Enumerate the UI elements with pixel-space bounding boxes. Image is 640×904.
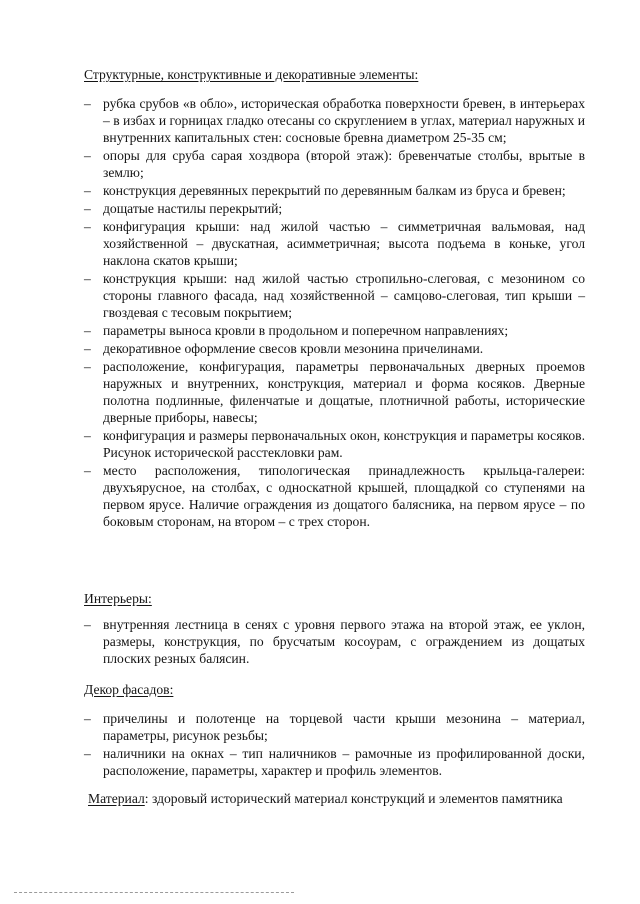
material-text: : здоровый исторический материал конструкций и элементов памятника [144,791,563,806]
bullet-dash: – [84,201,91,216]
bullet-dash: – [84,341,91,356]
heading-colon: : [169,682,174,697]
list-item [0,710,640,744]
bullet-dash: – [84,359,91,374]
list-item-text: причелины и полотенце на торцевой части крыши мезонина – материал, параметры, рисунок резьбы; [103,711,585,743]
section-heading-interiors [84,590,152,607]
list-item-text: внутренняя лестница в сенях с уровня первого этажа на второй этаж, ее уклон, размеры, конструкция, по брусчатым косоурам, с ограждением из дощатых плоских резных балясин. [103,617,585,666]
list-item [0,270,640,321]
bullet-dash: – [84,323,91,338]
list-item-text: дощатые настилы перекрытий; [103,201,283,216]
list-item [0,462,640,530]
bullet-dash: – [84,463,91,478]
facade-decor-list [0,710,640,780]
bullet-dash: – [84,428,91,443]
list-item [0,340,640,357]
list-item [0,200,640,217]
section-heading-interiors-text: Интерьеры [84,591,149,606]
structural-elements-list [0,95,640,531]
list-item-text: место расположения, типологическая принадлежность крыльца-галереи: двухъярусное, на столбах, с односкатной крышей, площадкой со ступенями на первом ярусе. Наличие ограждения из дощатого балясника, на первом ярусе – по боковым сторонам, на втором – с трех сторон. [103,463,585,529]
section-heading-facade-decor-text: Декор фасадов [84,682,170,697]
list-item-text: конструкция крыши: над жилой частью стропильно-слеговая, с мезонином со стороны главного фасада, над хозяйственной – самцово-слеговая, тип крыши – гвоздевая с тесовым покрытием; [103,271,585,320]
bullet-dash: – [84,617,91,632]
section-heading-structural-text: Структурные, конструктивные и декоративные элементы [84,67,415,82]
heading-colon: : [414,67,419,82]
material-label: Материал [88,791,145,806]
section-heading-structural [84,66,418,83]
list-item-text: декоративное оформление свесов кровли мезонина причелинами. [103,341,484,356]
list-item [0,616,640,667]
list-item-text: конструкция деревянных перекрытий по деревянным балкам из бруса и бревен; [103,183,566,198]
list-item [0,358,640,426]
list-item-text: параметры выноса кровли в продольном и поперечном направлениях; [103,323,509,338]
list-item [0,182,640,199]
section-heading-facade-decor [84,681,173,698]
list-item-text: рубка срубов «в обло», историческая обработка поверхности бревен, в интерьерах – в избах и горницах гладко отесаны со скруглением в углах, материал наружных и внутренних капитальных стен: сосновые бревна диаметром 25-35 см; [103,96,585,145]
list-item [0,147,640,181]
bullet-dash: – [84,271,91,286]
bullet-dash: – [84,746,91,761]
bullet-dash: – [84,711,91,726]
interiors-list [0,616,640,668]
list-item [0,322,640,339]
list-item [0,95,640,146]
footer-divider [14,892,294,894]
bullet-dash: – [84,183,91,198]
bullet-dash: – [84,96,91,111]
list-item-text: опоры для сруба сарая хоздвора (второй этаж): бревенчатые столбы, врытые в землю; [103,148,585,180]
bullet-dash: – [84,219,91,234]
list-item-text: расположение, конфигурация, параметры первоначальных дверных проемов наружных и внутренних, конструкция, материал и форма косяков. Дверные полотна подлинные, филенчатые и дощатые, плотничной работы, исторические дверные приборы, навесы; [103,359,585,425]
list-item [0,218,640,269]
list-item-text: наличники на окнах – тип наличников – рамочные из профилированной доски, расположение, параметры, характер и профиль элементов. [103,746,585,778]
heading-colon: : [148,591,152,606]
list-item [0,745,640,779]
material-paragraph [88,790,582,807]
list-item-text: конфигурация и размеры первоначальных окон, конструкция и параметры косяков. Рисунок исторической расстекловки рам. [103,428,585,460]
bullet-dash: – [84,148,91,163]
list-item-text: конфигурация крыши: над жилой частью – симметричная вальмовая, над хозяйственной – двускатная, асимметричная; высота подъема в коньке, угол наклона скатов крыши; [103,219,585,268]
list-item [0,427,640,461]
